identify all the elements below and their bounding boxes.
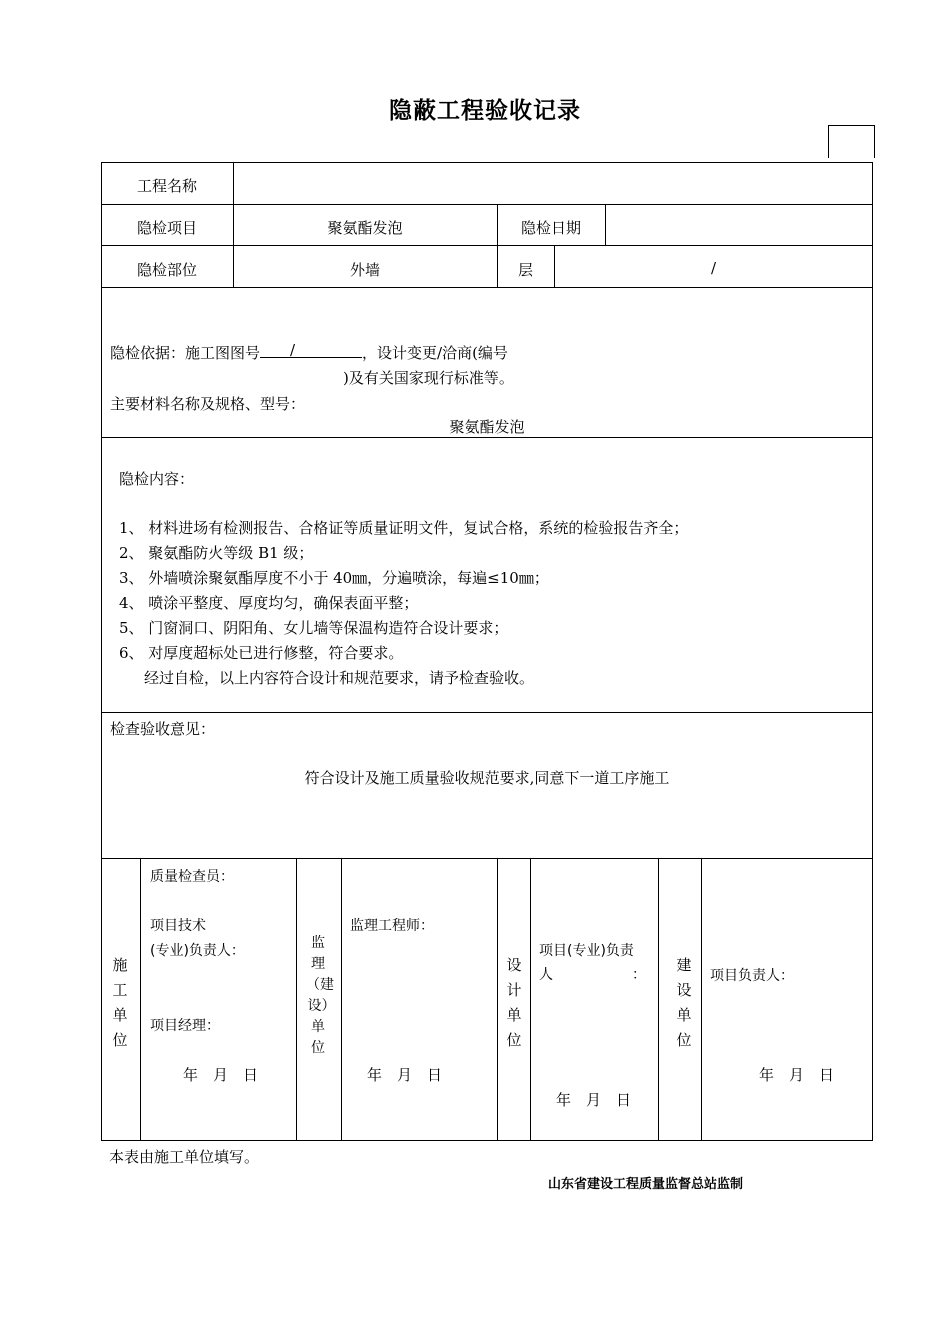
floor-label: 层 xyxy=(517,261,533,279)
owner-lead-label: 项目负责人： xyxy=(710,968,794,984)
construction-unit-label: 施工单位 xyxy=(112,956,128,1049)
content-item-2: 2、 聚氨酯防火等级 B1 级； xyxy=(119,544,314,562)
content-conclusion: 经过自检，以上内容符合设计和规范要求，请予检查验收。 xyxy=(144,669,535,687)
location-label: 隐检部位 xyxy=(136,261,197,279)
item-value[interactable]: 聚氨酯发泡 xyxy=(327,219,403,237)
project-name-label: 工程名称 xyxy=(136,177,197,195)
construction-date: 年 月 日 xyxy=(183,1066,259,1084)
supervision-date: 年 月 日 xyxy=(367,1066,443,1084)
design-date: 年 月 日 xyxy=(556,1091,632,1109)
footer-issuer: 山东省建设工程质量监督总站监制 xyxy=(548,1177,744,1192)
basis-prefix: 隐检依据：施工图图号 xyxy=(110,344,261,362)
opinion-label: 检查验收意见： xyxy=(110,720,216,738)
basis-suffix: ，设计变更/洽商(编号 xyxy=(362,344,508,362)
tech-lead-label-1: 项目技术 xyxy=(150,918,206,934)
content-label: 隐检内容： xyxy=(119,470,195,488)
owner-unit-label: 建设单位 xyxy=(676,956,692,1049)
tech-lead-label-2: (专业)负责人： xyxy=(150,943,245,959)
design-lead-label-2: 人 xyxy=(539,967,553,983)
content-item-6: 6、 对厚度超标处已进行修整，符合要求。 xyxy=(119,644,404,662)
opinion-text: 符合设计及施工质量验收规范要求,同意下一道工序施工 xyxy=(304,769,670,787)
content-item-3: 3、 外墙喷涂聚氨酯厚度不小于 40㎜，分遍喷涂，每遍≤10㎜； xyxy=(119,569,549,587)
material-value: 聚氨酯发泡 xyxy=(449,418,525,436)
date-label: 隐检日期 xyxy=(520,219,581,237)
footer-note: 本表由施工单位填写。 xyxy=(109,1148,260,1166)
design-lead-label-1: 项目(专业)负责 xyxy=(539,943,634,959)
location-value[interactable]: 外墙 xyxy=(349,261,380,279)
design-unit-label: 设计单位 xyxy=(506,956,522,1049)
page-title: 隐蔽工程验收记录 xyxy=(389,98,581,124)
item-label: 隐检项目 xyxy=(136,219,197,237)
content-item-4: 4、 喷涂平整度、厚度均匀，确保表面平整； xyxy=(119,594,419,612)
basis-line-2: )及有关国家现行标准等。 xyxy=(343,369,514,387)
drawing-number[interactable]: / xyxy=(260,343,362,358)
floor-value[interactable]: / xyxy=(710,259,717,277)
design-lead-colon: ： xyxy=(632,967,646,983)
owner-date: 年 月 日 xyxy=(759,1066,835,1084)
material-label: 主要材料名称及规格、型号： xyxy=(110,395,306,413)
record-number-box xyxy=(828,125,875,158)
content-item-1: 1、 材料进场有检测报告、合格证等质量证明文件，复试合格，系统的检验报告齐全； xyxy=(119,519,689,537)
basis-line-1 xyxy=(110,342,508,363)
supervision-engineer-label: 监理工程师： xyxy=(350,918,434,934)
supervision-unit-label: 监理（建设）单位 xyxy=(306,935,334,1056)
quality-inspector-label: 质量检查员： xyxy=(150,869,234,885)
project-manager-label: 项目经理： xyxy=(150,1018,220,1034)
content-item-5: 5、 门窗洞口、阴阳角、女儿墙等保温构造符合设计要求； xyxy=(119,619,509,637)
